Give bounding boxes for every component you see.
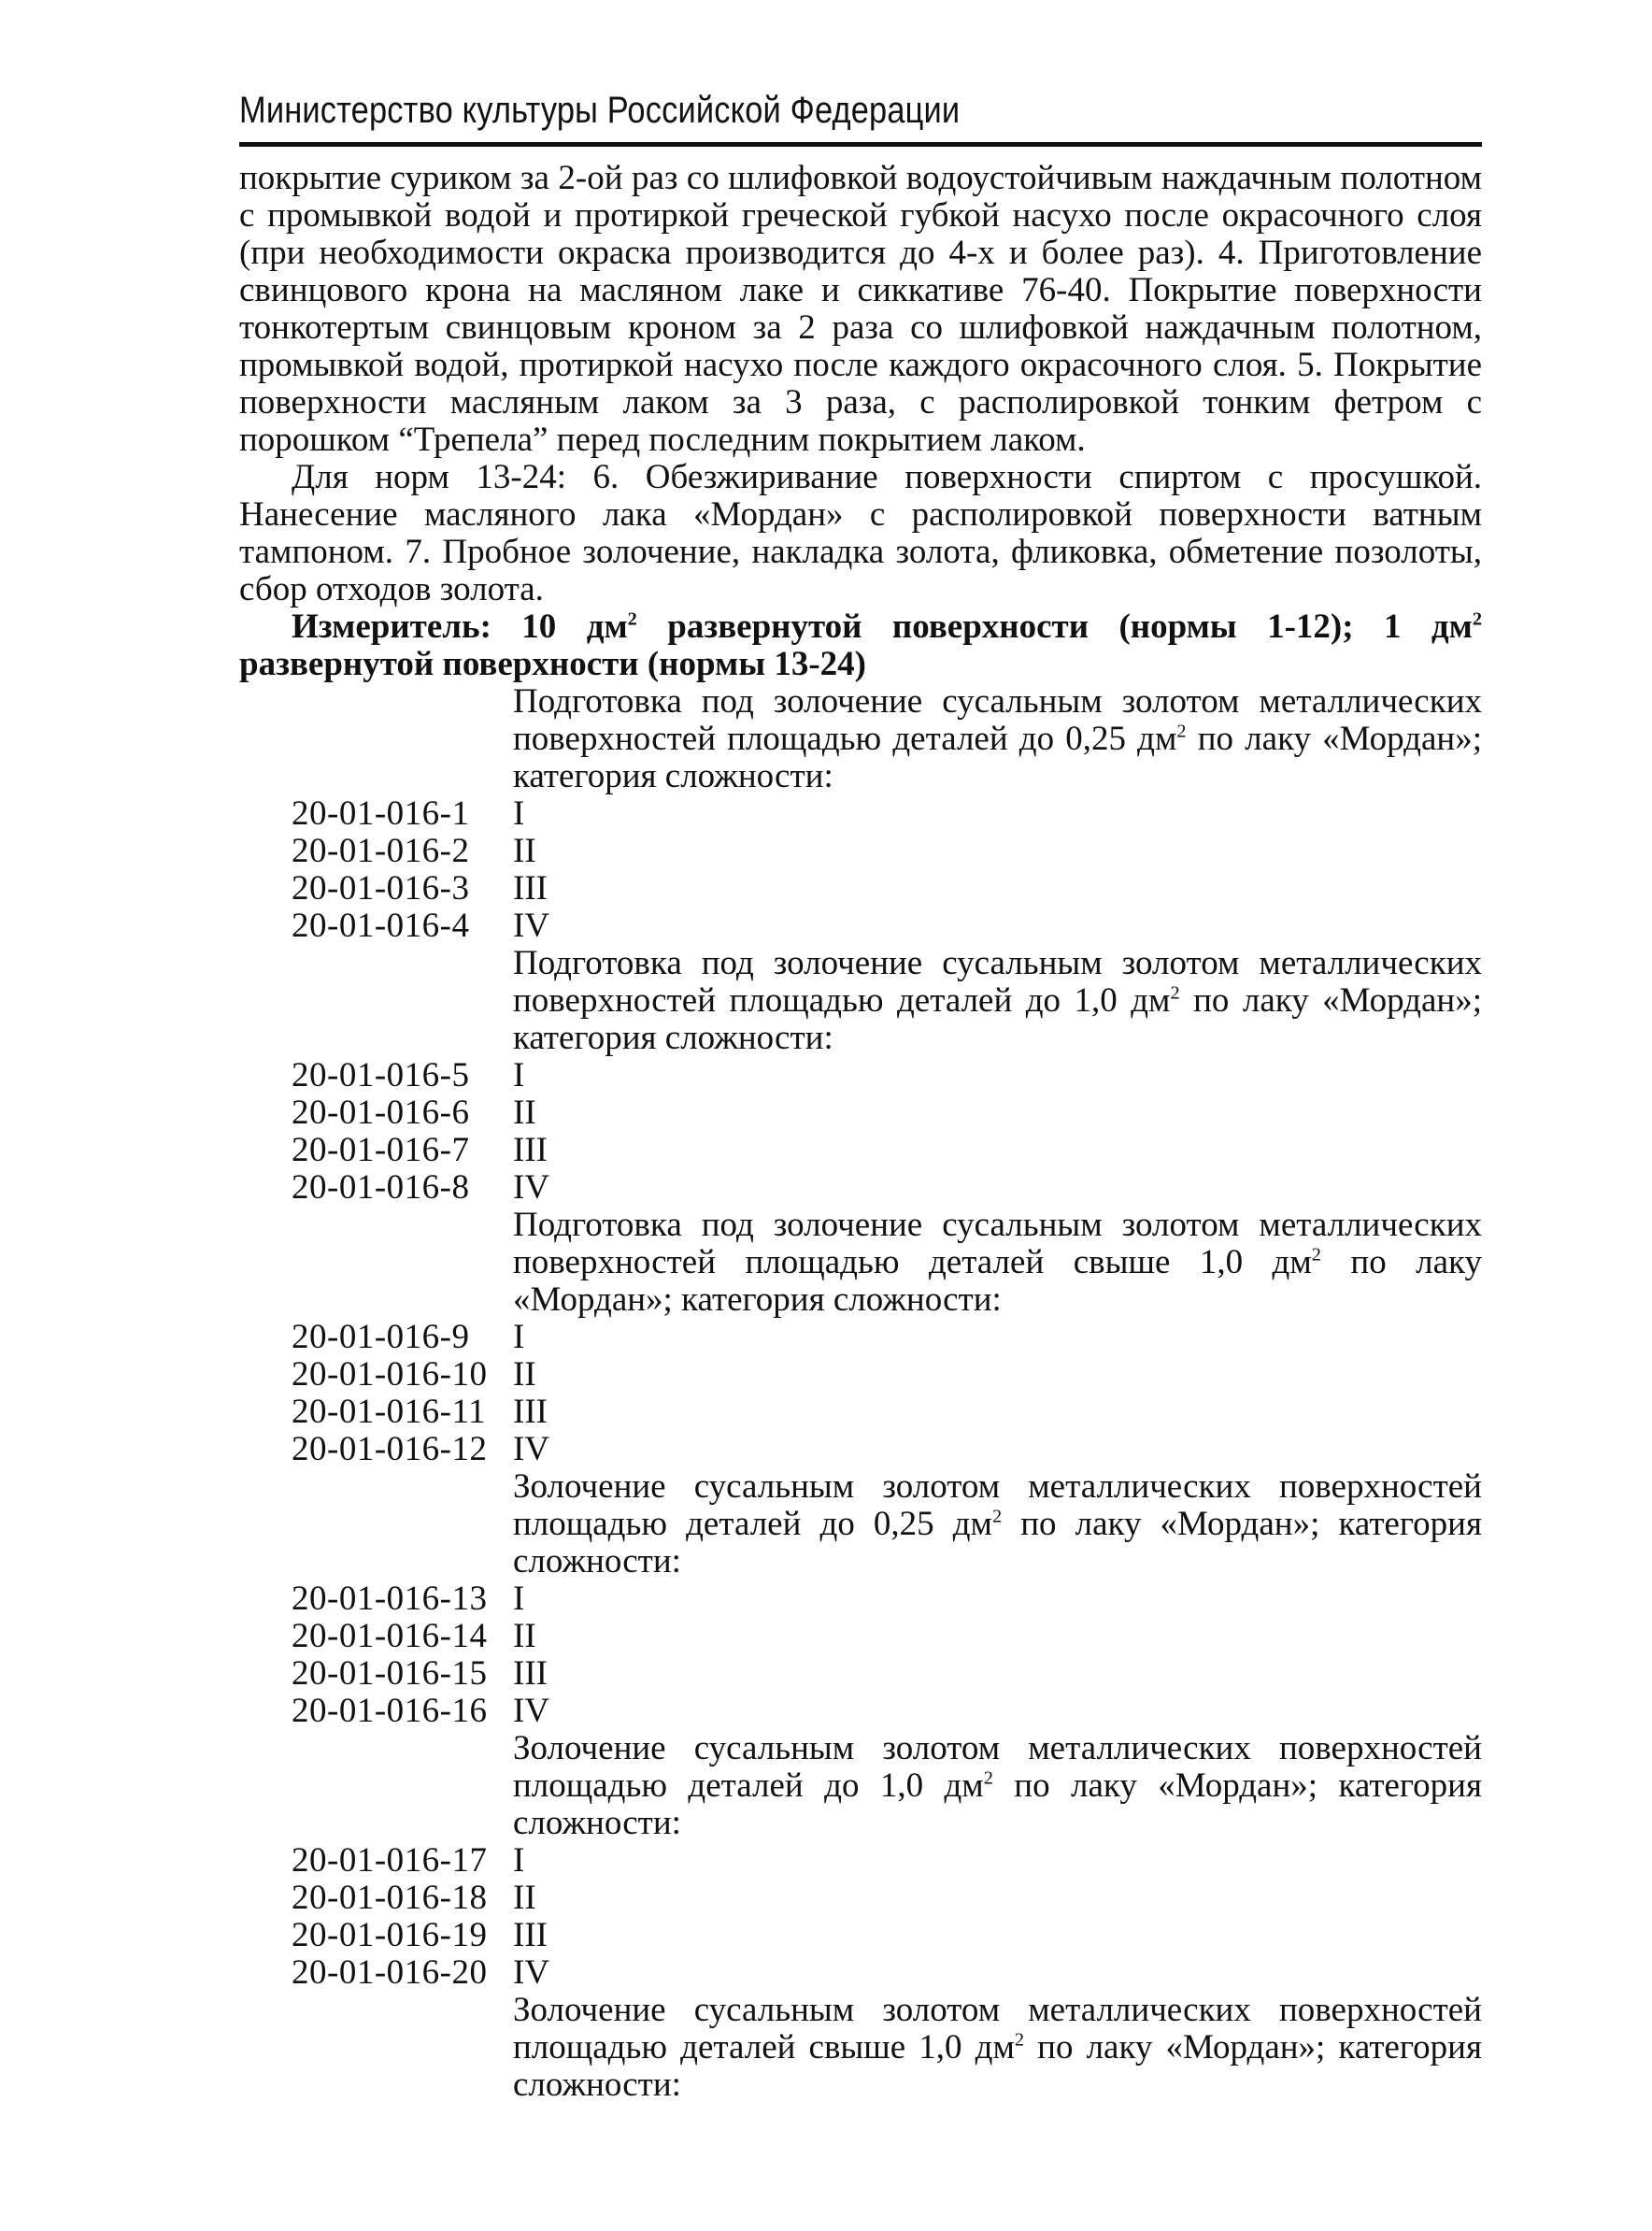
measure-sup-1: 2 [627,608,637,630]
norm-group [239,945,1482,1207]
measure-part-3: развернутой поверхности (нормы 13-24) [239,645,867,683]
measure-unit-line [239,608,1482,683]
norm-code: 20-01-016-11 [292,1393,487,1431]
intro-paragraph-2: Для норм 13-24: 6. Обезжиривание поверхности спиртом с просушкой. Нанесение масляного лака «Мордан» с располировкой поверхности ватным тампоном. 7. Пробное золочение, накладка золота, фликовка, обметение позолоты, сбор отходов золота. [239,458,1482,608]
norm-code: 20-01-016-1 [292,794,470,833]
body-text [239,160,1482,2104]
norm-row [239,1356,1482,1394]
description-text: Золочение сусальным золотом металлических поверхностей площадью деталей свыше 1,0 дм [513,1991,1482,2067]
norm-row [239,1917,1482,1954]
complexity-category: I [513,1318,525,1356]
complexity-category: III [513,1654,548,1693]
description-superscript: 2 [991,1506,1003,1527]
norm-code: 20-01-016-9 [292,1318,470,1356]
norm-group [239,1730,1482,1992]
complexity-category: II [513,1094,536,1132]
complexity-category: III [513,1393,548,1431]
norm-row [239,1655,1482,1693]
norm-row [239,1842,1482,1880]
description-superscript: 2 [1311,1244,1321,1266]
description-text-tail: по лаку «Мордан»; категория сложности: [513,1766,1482,1842]
norm-row [239,1319,1482,1356]
norm-code: 20-01-016-6 [292,1094,470,1132]
norm-code: 20-01-016-5 [292,1056,470,1094]
norm-group-description [513,1730,1482,1842]
norm-code: 20-01-016-7 [292,1131,470,1169]
description-text: Подготовка под золочение сусальным золотом металлических поверхностей площадью деталей до 1,0 дм [513,944,1482,1020]
norm-code: 20-01-016-20 [292,1953,488,1992]
complexity-category: IV [513,1953,550,1992]
running-header: Министерство культуры Российской Федерации [239,90,961,131]
complexity-category: I [513,1841,525,1880]
norm-code: 20-01-016-16 [292,1692,488,1730]
complexity-category: IV [513,1430,550,1468]
description-superscript: 2 [1170,982,1180,1004]
norm-code: 20-01-016-8 [292,1168,470,1207]
norm-group-description [513,945,1482,1057]
complexity-category: IV [513,1692,550,1730]
complexity-category: I [513,794,525,833]
norm-code: 20-01-016-19 [292,1916,488,1954]
complexity-category: IV [513,1168,550,1207]
measure-part-2: развернутой поверхности (нормы 1-12); 1 дм [636,608,1473,646]
norm-row [239,1880,1482,1917]
norm-row [239,908,1482,945]
description-superscript: 2 [1014,2029,1025,2051]
norm-row [239,1693,1482,1730]
norm-group-description [513,1468,1482,1580]
complexity-category: III [513,869,548,908]
complexity-category: I [513,1580,525,1618]
norm-group-description [513,683,1482,795]
complexity-category: I [513,1056,525,1094]
measure-sup-2: 2 [1472,608,1483,630]
description-text-tail: по лаку «Мордан»; категория сложности: [513,981,1482,1057]
description-text: Подготовка под золочение сусальным золотом металлических поверхностей площадью деталей до 0,25 дм [513,682,1482,758]
complexity-category: III [513,1131,548,1169]
norm-row [239,833,1482,870]
norm-code: 20-01-016-2 [292,832,470,870]
complexity-category: II [513,1617,536,1655]
description-text-tail: по лаку «Мордан»; категория сложности: [513,2028,1482,2104]
complexity-category: II [513,1879,536,1917]
description-superscript: 2 [983,1767,993,1789]
norm-code: 20-01-016-14 [292,1617,488,1655]
norm-code: 20-01-016-17 [292,1841,488,1880]
intro-paragraph-1: покрытие суриком за 2-ой раз со шлифовкой водоустойчивым наждачным полотном с промывкой водой и протиркой греческой губкой насухо после окрасочного слоя (при необходимости окраска производится до 4-х и более раз). 4. Приготовление свинцового крона на масляном лаке и сиккативе 76-40. Покрытие поверхности тонкотертым свинцовым кроном за 2 раза со шлифовкой наждачным полотном, промывкой водой, протиркой насухо после каждого окрасочного слоя. 5. Покрытие поверхности масляным лаком за 3 раза, с располировкой тонким фетром с порошком “Трепела” перед последним покрытием лаком. [239,159,1482,459]
norm-code: 20-01-016-15 [292,1654,488,1693]
norms-list [239,683,1482,2104]
norm-group [239,1468,1482,1730]
norm-code: 20-01-016-18 [292,1879,488,1917]
complexity-category: IV [513,907,550,945]
norm-group-description [513,1207,1482,1319]
complexity-category: III [513,1916,548,1954]
norm-group-description [513,1992,1482,2104]
description-text: Подготовка под золочение сусальным золотом металлических поверхностей площадью деталей свыше 1,0 дм [513,1206,1482,1281]
norm-row [239,1580,1482,1618]
norm-row [239,1431,1482,1468]
norm-group [239,1207,1482,1468]
norm-row [239,1132,1482,1169]
norm-row [239,870,1482,908]
description-text-tail: по лаку «Мордан»; категория сложности: [513,1243,1483,1319]
description-superscript: 2 [1176,721,1187,742]
norm-code: 20-01-016-4 [292,907,470,945]
description-text: Золочение сусальным золотом металлических поверхностей площадью деталей до 0,25 дм [513,1467,1482,1543]
norm-code: 20-01-016-10 [292,1355,488,1394]
norm-row [239,1394,1482,1431]
norm-code: 20-01-016-3 [292,869,470,908]
norm-row [239,1618,1482,1655]
complexity-category: II [513,832,536,870]
norm-group [239,683,1482,945]
measure-part-1: Измеритель: 10 дм [292,608,628,646]
norm-row [239,1094,1482,1132]
norm-code: 20-01-016-13 [292,1580,488,1618]
norm-row [239,795,1482,833]
norm-row [239,1169,1482,1207]
norm-group [239,1992,1482,2104]
description-text-tail: по лаку «Мордан»; категория сложности: [513,720,1482,795]
document-page [239,84,1482,2104]
header-rule [239,142,1482,147]
complexity-category: II [513,1355,536,1394]
norm-code: 20-01-016-12 [292,1430,488,1468]
norm-row [239,1057,1482,1094]
norm-row [239,1954,1482,1992]
description-text: Золочение сусальным золотом металлических поверхностей площадью деталей до 1,0 дм [513,1729,1482,1805]
description-text-tail: по лаку «Мордан»; категория сложности: [513,1505,1482,1580]
